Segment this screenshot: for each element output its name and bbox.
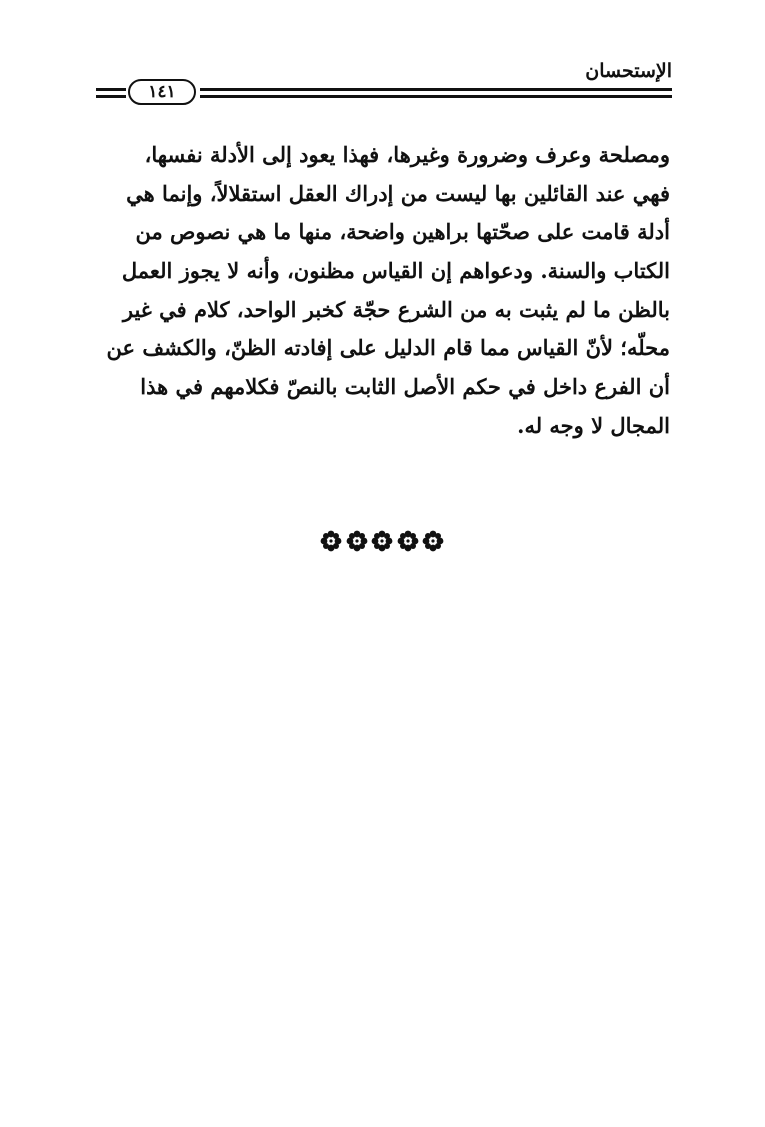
header-rule xyxy=(96,95,126,98)
text-line: فهي عند القائلين بها ليست من إدراك العقل استقلالاً، وإنما هي xyxy=(126,180,670,206)
header-rule xyxy=(96,88,126,91)
body-text xyxy=(98,136,670,446)
running-title: الإستحسان xyxy=(585,60,672,82)
text-line: بالظن ما لم يثبت به من الشرع حجّة كخبر الواحد، كلام في غير xyxy=(122,296,670,322)
text-line: المجال لا وجه له. xyxy=(517,412,670,438)
text-line: ومصلحة وعرف وضرورة وغيرها، فهذا يعود إلى الأدلة نفسها، xyxy=(144,142,670,167)
flower-ornament-icon xyxy=(422,530,444,552)
flower-ornament-icon xyxy=(346,530,368,552)
page-number: ١٤١ xyxy=(128,79,196,105)
flower-ornament-icon xyxy=(320,530,342,552)
flower-ornament-icon xyxy=(371,530,393,552)
text-line: الكتاب والسنة. ودعواهم إن القياس مظنون، وأنه لا يجوز العمل xyxy=(121,258,670,284)
text-line: أن الفرع داخل في حكم الأصل الثابت بالنصّ فكلامهم في هذا xyxy=(140,374,670,400)
section-end-ornament xyxy=(320,528,444,554)
header-rule xyxy=(200,88,672,91)
header-rule xyxy=(200,95,672,98)
text-line: أدلة قامت على صحّتها براهين واضحة، منها ما هي نصوص من xyxy=(135,219,670,245)
page-header xyxy=(96,58,672,108)
text-line: محلّه؛ لأنّ القياس مما قام الدليل على إفادته الظنّ، والكشف عن xyxy=(106,335,670,361)
flower-ornament-icon xyxy=(397,530,419,552)
